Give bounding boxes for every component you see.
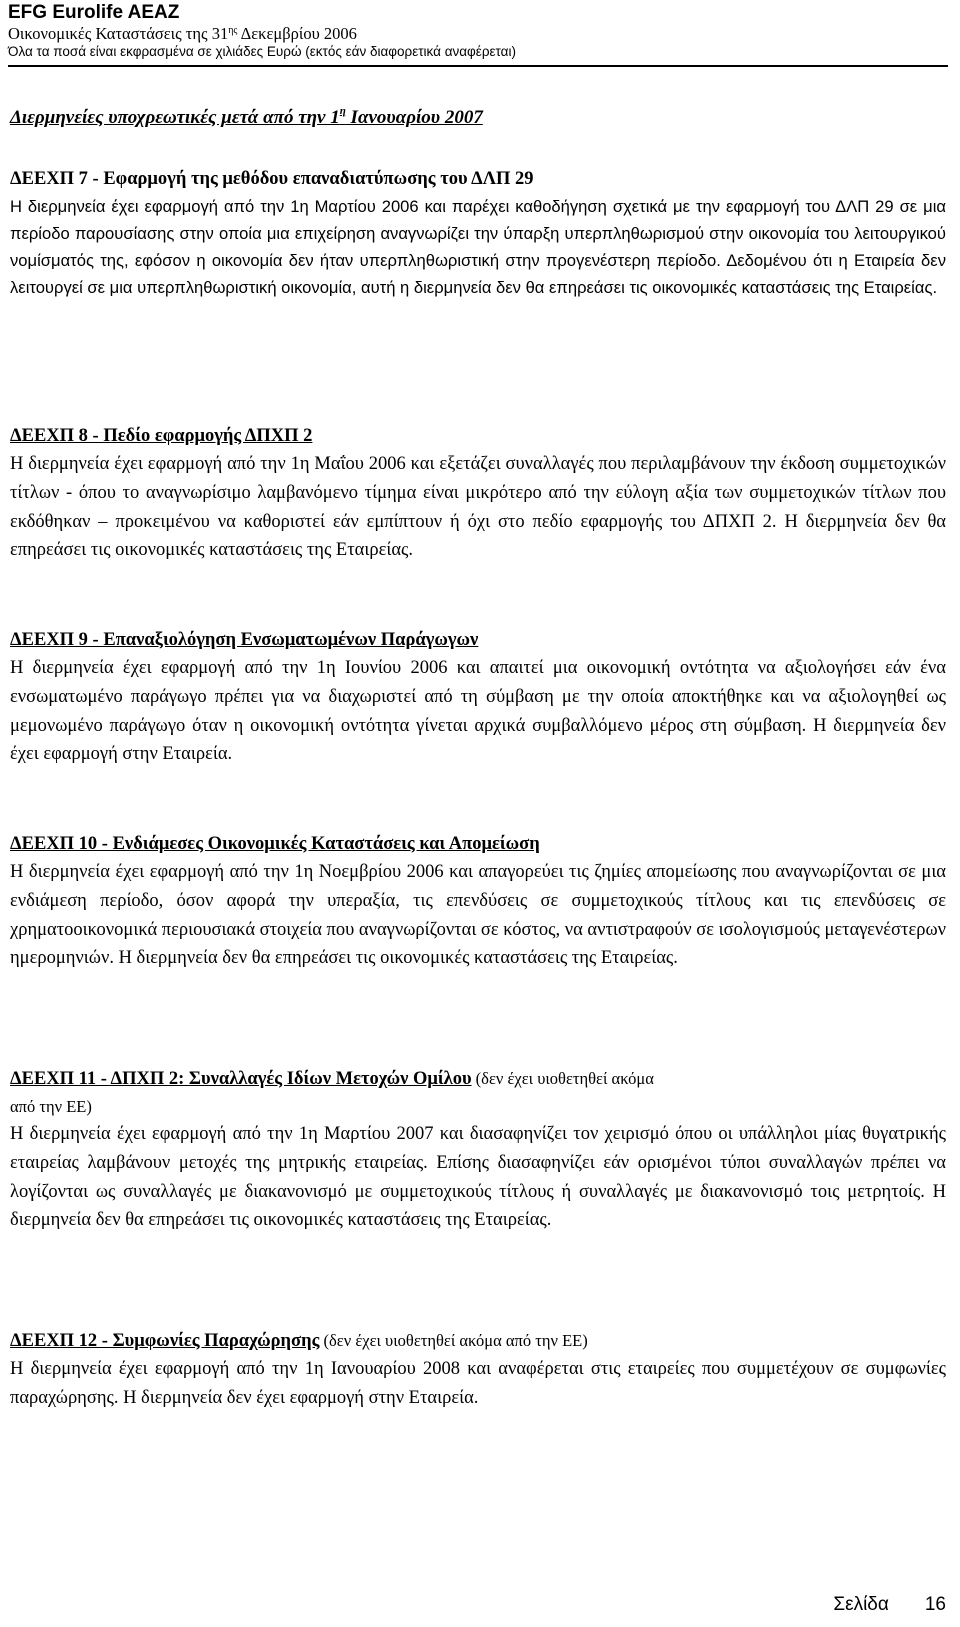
section-title <box>10 831 946 858</box>
main-heading-sup: η <box>339 105 346 117</box>
page-label: Σελίδα <box>833 1594 889 1615</box>
amounts-note: Όλα τα ποσά είναι εκφρασμένα σε χιλιάδες Ευρώ (εκτός εάν διαφορετικά αναφέρεται) <box>8 44 516 59</box>
main-heading-post: Ιανουαρίου 2007 <box>345 107 483 128</box>
section-title <box>10 627 946 654</box>
section-title: ΔΕΕΧΠ 7 - Εφαρμογή της μεθόδου επαναδιατύπωσης του ΔΛΠ 29 <box>10 169 534 189</box>
main-heading <box>10 106 483 130</box>
section-ifric-7 <box>10 166 946 301</box>
page-footer <box>833 1592 946 1618</box>
section-body: Η διερμηνεία έχει εφαρμογή από την 1η Ιουνίου 2006 και απαιτεί μια οικονομική οντότητα να αξιολογήσει εάν ένα ενσωματωμένο παράγωγο πρέπει για να διαχωριστεί από τη σύμβαση με την οποία αποκτήθηκε και να αξιολογηθεί ως μεμονωμένο παράγωγο όταν η οικονομική οντότητα γίνεται αρχικά συμβαλλόμενο μέρος στη σύμβαση. Η διερμηνεία δεν έχει εφαρμογή στην Εταιρεία. <box>10 658 946 765</box>
main-heading-pre: Διερμηνείες υποχρεωτικές μετά από την 1 <box>10 107 340 128</box>
section-title-text: ΔΕΕΧΠ 8 - Πεδίο εφαρμογής ΔΠΧΠ 2 <box>10 426 313 446</box>
statement-title-sup: ης <box>228 25 238 36</box>
section-body: Η διερμηνεία έχει εφαρμογή από την 1η Μαρτίου 2006 και παρέχει καθοδήγηση σχετικά με την εφαρμογή του ΔΛΠ 29 σε μια περίοδο παρουσίασης στην οποία μια επιχείρηση αναγνωρίζει την ύπαρξη υπερπληθωρισμού στην οικονομία του λειτουργικού νομίσματός της, εφόσον η οικονομία δεν ήταν υπερπληθωριστική στην προγενέστερη περίοδο. Δεδομένου ότι η Εταιρεία δεν λειτουργεί σε μια υπερπληθωριστική οικονομία, αυτή η διερμηνεία δεν θα επηρεάσει τις οικονομικές καταστάσεις της Εταιρείας. <box>10 197 946 297</box>
statement-title <box>8 24 948 43</box>
section-title-note: (δεν έχει υιοθετηθεί ακόμα από την ΕΕ) <box>319 1331 588 1350</box>
section-title <box>10 423 946 450</box>
section-title-note-continued: από την ΕΕ) <box>10 1097 92 1116</box>
section-body: Η διερμηνεία έχει εφαρμογή από την 1η Ιανουαρίου 2008 και αναφέρεται στις εταιρείες που συμμετέχουν σε συμφωνίες παραχώρησης. Η διερμηνεία δεν έχει εφαρμογή στην Εταιρεία. <box>10 1359 946 1408</box>
section-ifric-8 <box>10 423 946 565</box>
section-title-text: ΔΕΕΧΠ 9 - Επαναξιολόγηση Ενσωματωμένων Παράγωγων <box>10 630 479 650</box>
page-header <box>8 0 948 67</box>
section-ifric-10 <box>10 831 946 973</box>
section-body: Η διερμηνεία έχει εφαρμογή από την 1η Μαρτίου 2007 και διασαφηνίζει τον χειρισμό όπου οι υπάλληλοι μίας θυγατρικής εταιρείας λαμβάνουν μετοχές της μητρικής εταιρείας. Επίσης διασαφηνίζει εάν ορισμένοι τύποι συναλλαγών πρέπει να λογίζονται ως συναλλαγές με διακανονισμό με συμμετοχικούς τίτλους ή συναλλαγές με διακανονισμό τοις μετρητοίς. Η διερμηνεία δεν θα επηρεάσει τις οικονομικές καταστάσεις της Εταιρείας. <box>10 1124 946 1231</box>
section-body: Η διερμηνεία έχει εφαρμογή από την 1η Νοεμβρίου 2006 και απαγορεύει τις ζημίες απομείωσης που αναγνωρίζονται σε μια ενδιάμεση περίοδο, όσον αφορά την υπεραξία, τις επενδύσεις σε συμμετοχικούς τίτλους και τις επενδύσεις σε χρηματοοικονομικά περιουσιακά στοιχεία που αναγνωρίζονται σε κόστος, να αντιστραφούν σε ισολογισμούς μεταγενέστερων ημερομηνιών. Η διερμηνεία δεν θα επηρεάσει τις οικονομικές καταστάσεις της Εταιρείας. <box>10 862 946 969</box>
statement-title-post: Δεκεμβρίου 2006 <box>237 24 357 43</box>
section-ifric-9 <box>10 627 946 769</box>
section-title <box>10 1065 946 1093</box>
section-title-text: ΔΕΕΧΠ 12 - Συμφωνίες Παραχώρησης <box>10 1331 320 1351</box>
section-body: Η διερμηνεία έχει εφαρμογή από την 1η Μαΐου 2006 και εξετάζει συναλλαγές που περιλαμβάνουν την έκδοση συμμετοχικών τίτλων - όπου το αναγνωρίσιμο λαμβανόμενο τίμημα είναι μικρότερο από την εύλογη αξία των συμμετοχικών τίτλων που εκδόθηκαν – προκειμένου να καθοριστεί εάν εμπίπτουν ή όχι στο πεδίο εφαρμογής του ΔΠΧΠ 2. Η διερμηνεία δεν θα επηρεάσει τις οικονομικές καταστάσεις της Εταιρείας. <box>10 454 946 561</box>
section-title-text: ΔΕΕΧΠ 11 - ΔΠΧΠ 2: Συναλλαγές Ιδίων Μετοχών Ομίλου <box>10 1069 472 1089</box>
company-name: EFG Eurolife AEAZ <box>8 2 180 23</box>
section-ifric-12 <box>10 1327 946 1413</box>
section-title <box>10 1327 946 1355</box>
section-title-note: (δεν έχει υιοθετηθεί ακόμα <box>471 1069 654 1088</box>
statement-title-pre: Οικονομικές Καταστάσεις της 31 <box>8 24 229 43</box>
page-number: 16 <box>924 1594 946 1615</box>
section-ifric-11 <box>10 1065 946 1235</box>
section-title-text: ΔΕΕΧΠ 10 - Ενδιάμεσες Οικονομικές Καταστάσεις και Απομείωση <box>10 834 540 854</box>
